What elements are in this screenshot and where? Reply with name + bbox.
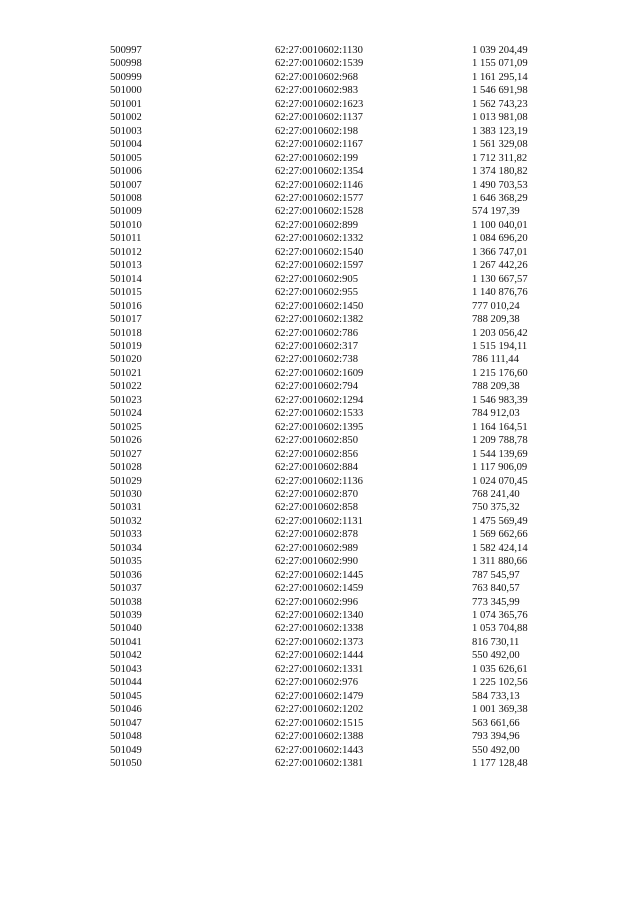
row-number-cell: 501009	[110, 206, 142, 218]
cadastral-value-cell: 1 383 123,19	[472, 125, 528, 137]
table-row	[110, 582, 562, 595]
cadastral-value-cell: 1 582 424,14	[472, 542, 528, 554]
table-row	[110, 555, 562, 568]
row-number-cell: 500997	[110, 45, 142, 56]
row-number-cell: 501038	[110, 596, 142, 608]
cadastral-number-cell: 62:27:0010602:858	[275, 502, 358, 514]
cadastral-value-cell: 787 545,97	[472, 569, 520, 581]
cadastral-number-cell: 62:27:0010602:1528	[275, 206, 364, 218]
row-number-cell: 501016	[110, 300, 142, 312]
table-row	[110, 448, 562, 461]
table-row	[110, 273, 562, 286]
table-row	[110, 165, 562, 178]
table-row	[110, 676, 562, 689]
table-row	[110, 622, 562, 635]
row-number-cell: 501014	[110, 273, 142, 285]
cadastral-number-cell: 62:27:0010602:1539	[275, 58, 364, 70]
cadastral-number-cell: 62:27:0010602:1146	[275, 179, 363, 191]
cadastral-number-cell: 62:27:0010602:1340	[275, 610, 364, 622]
row-number-cell: 501022	[110, 381, 142, 393]
cadastral-number-cell: 62:27:0010602:989	[275, 542, 358, 554]
cadastral-number-cell: 62:27:0010602:990	[275, 556, 358, 568]
row-number-cell: 500998	[110, 58, 142, 70]
row-number-cell: 501024	[110, 408, 142, 420]
table-row	[110, 179, 562, 192]
table-row	[110, 569, 562, 582]
cadastral-number-cell: 62:27:0010602:199	[275, 152, 358, 164]
cadastral-number-cell: 62:27:0010602:1373	[275, 636, 364, 648]
cadastral-number-cell: 62:27:0010602:317	[275, 340, 358, 352]
cadastral-value-cell: 1 215 176,60	[472, 367, 528, 379]
row-number-cell: 501034	[110, 542, 142, 554]
table-row	[110, 380, 562, 393]
cadastral-number-cell: 62:27:0010602:1294	[275, 394, 364, 406]
cadastral-number-cell: 62:27:0010602:1444	[275, 650, 364, 662]
cadastral-number-cell: 62:27:0010602:794	[275, 381, 358, 393]
cadastral-value-cell: 768 241,40	[472, 488, 520, 500]
cadastral-number-cell: 62:27:0010602:786	[275, 327, 358, 339]
cadastral-value-cell: 1 164 164,51	[472, 421, 528, 433]
row-number-cell: 501020	[110, 354, 142, 366]
cadastral-number-cell: 62:27:0010602:884	[275, 462, 358, 474]
table-row	[110, 84, 562, 97]
cadastral-number-cell: 62:27:0010602:1354	[275, 166, 364, 178]
cadastral-value-cell: 1 039 204,49	[472, 45, 528, 56]
row-number-cell: 501008	[110, 192, 142, 204]
cadastral-number-cell: 62:27:0010602:1332	[275, 233, 364, 245]
row-number-cell: 500999	[110, 71, 142, 83]
row-number-cell: 501004	[110, 139, 142, 151]
table-row	[110, 192, 562, 205]
cadastral-number-cell: 62:27:0010602:1338	[275, 623, 364, 635]
row-number-cell: 501001	[110, 98, 142, 110]
table-row	[110, 596, 562, 609]
row-number-cell: 501027	[110, 448, 142, 460]
cadastral-value-cell: 816 730,11	[472, 636, 520, 648]
row-number-cell: 501021	[110, 367, 142, 379]
cadastral-value-cell: 1 366 747,01	[472, 246, 528, 258]
cadastral-value-cell: 1 646 368,29	[472, 192, 528, 204]
cadastral-number-cell: 62:27:0010602:1445	[275, 569, 364, 581]
row-number-cell: 501023	[110, 394, 142, 406]
table-row	[110, 717, 562, 730]
table-row	[110, 246, 562, 259]
cadastral-value-cell: 750 375,32	[472, 502, 520, 514]
table-row	[110, 394, 562, 407]
table-row	[110, 286, 562, 299]
row-number-cell: 501045	[110, 690, 142, 702]
cadastral-value-cell: 1 100 040,01	[472, 219, 528, 231]
table-row	[110, 111, 562, 124]
cadastral-number-cell: 62:27:0010602:996	[275, 596, 358, 608]
cadastral-number-cell: 62:27:0010602:1131	[275, 515, 363, 527]
cadastral-number-cell: 62:27:0010602:1331	[275, 663, 364, 675]
table-row	[110, 313, 562, 326]
cadastral-value-cell: 1 013 981,08	[472, 112, 528, 124]
cadastral-number-cell: 62:27:0010602:870	[275, 488, 358, 500]
cadastral-number-cell: 62:27:0010602:738	[275, 354, 358, 366]
row-number-cell: 501012	[110, 246, 142, 258]
cadastral-number-cell: 62:27:0010602:1167	[275, 139, 363, 151]
cadastral-value-cell: 1 546 691,98	[472, 85, 528, 97]
table-row	[110, 461, 562, 474]
cadastral-value-cell: 1 177 128,48	[472, 758, 528, 770]
cadastral-number-cell: 62:27:0010602:1540	[275, 246, 364, 258]
row-number-cell: 501040	[110, 623, 142, 635]
table-row	[110, 71, 562, 84]
cadastral-value-cell: 786 111,44	[472, 354, 519, 366]
cadastral-value-cell: 1 203 056,42	[472, 327, 528, 339]
cadastral-value-cell: 1 374 180,82	[472, 166, 528, 178]
cadastral-value-cell: 584 733,13	[472, 690, 520, 702]
table-row	[110, 434, 562, 447]
cadastral-number-cell: 62:27:0010602:850	[275, 435, 358, 447]
cadastral-number-cell: 62:27:0010602:1137	[275, 112, 363, 124]
row-number-cell: 501039	[110, 610, 142, 622]
cadastral-value-cell: 788 209,38	[472, 314, 520, 326]
cadastral-value-cell: 763 840,57	[472, 583, 520, 595]
table-row	[110, 515, 562, 528]
cadastral-value-cell: 1 561 329,08	[472, 139, 528, 151]
cadastral-value-cell: 550 492,00	[472, 744, 520, 756]
cadastral-value-cell: 1 084 696,20	[472, 233, 528, 245]
row-number-cell: 501003	[110, 125, 142, 137]
cadastral-value-cell: 1 140 876,76	[472, 287, 528, 299]
cadastral-value-cell: 1 490 703,53	[472, 179, 528, 191]
cadastral-value-cell: 784 912,03	[472, 408, 520, 420]
row-number-cell: 501036	[110, 569, 142, 581]
row-number-cell: 501010	[110, 219, 142, 231]
cadastral-value-cell: 1 035 626,61	[472, 663, 528, 675]
table-row	[110, 690, 562, 703]
table-row	[110, 421, 562, 434]
table-row	[110, 98, 562, 111]
cadastral-number-cell: 62:27:0010602:905	[275, 273, 358, 285]
cadastral-number-cell: 62:27:0010602:1388	[275, 731, 364, 743]
cadastral-value-cell: 1 117 906,09	[472, 462, 528, 474]
row-number-cell: 501033	[110, 529, 142, 541]
row-number-cell: 501026	[110, 435, 142, 447]
cadastral-value-cell: 1 155 071,09	[472, 58, 528, 70]
table-row	[110, 475, 562, 488]
cadastral-number-cell: 62:27:0010602:1623	[275, 98, 364, 110]
cadastral-number-cell: 62:27:0010602:1136	[275, 475, 363, 487]
cadastral-value-cell: 563 661,66	[472, 717, 520, 729]
table-row	[110, 609, 562, 622]
row-number-cell: 501013	[110, 260, 142, 272]
table-row	[110, 757, 562, 770]
row-number-cell: 501007	[110, 179, 142, 191]
row-number-cell: 501000	[110, 85, 142, 97]
row-number-cell: 501017	[110, 314, 142, 326]
cadastral-number-cell: 62:27:0010602:1202	[275, 704, 364, 716]
row-number-cell: 501035	[110, 556, 142, 568]
cadastral-number-cell: 62:27:0010602:1450	[275, 300, 364, 312]
table-row	[110, 730, 562, 743]
cadastral-value-cell: 1 001 369,38	[472, 704, 528, 716]
cadastral-number-cell: 62:27:0010602:1443	[275, 744, 364, 756]
table-row	[110, 488, 562, 501]
cadastral-value-cell: 777 010,24	[472, 300, 520, 312]
row-number-cell: 501046	[110, 704, 142, 716]
table-row	[110, 340, 562, 353]
cadastral-value-cell: 788 209,38	[472, 381, 520, 393]
row-number-cell: 501029	[110, 475, 142, 487]
row-number-cell: 501048	[110, 731, 142, 743]
cadastral-value-table	[110, 44, 562, 770]
row-number-cell: 501015	[110, 287, 142, 299]
table-row	[110, 353, 562, 366]
cadastral-value-cell: 1 053 704,88	[472, 623, 528, 635]
row-number-cell: 501049	[110, 744, 142, 756]
cadastral-number-cell: 62:27:0010602:955	[275, 287, 358, 299]
row-number-cell: 501050	[110, 758, 142, 770]
table-row	[110, 501, 562, 514]
table-row	[110, 649, 562, 662]
cadastral-value-cell: 1 161 295,14	[472, 71, 528, 83]
row-number-cell: 501041	[110, 636, 142, 648]
row-number-cell: 501006	[110, 166, 142, 178]
cadastral-number-cell: 62:27:0010602:878	[275, 529, 358, 541]
cadastral-number-cell: 62:27:0010602:1382	[275, 314, 364, 326]
row-number-cell: 501011	[110, 233, 142, 245]
cadastral-number-cell: 62:27:0010602:1381	[275, 758, 364, 770]
table-row	[110, 300, 562, 313]
cadastral-value-cell: 773 345,99	[472, 596, 520, 608]
row-number-cell: 501005	[110, 152, 142, 164]
cadastral-value-cell: 793 394,96	[472, 731, 520, 743]
cadastral-value-cell: 1 267 442,26	[472, 260, 528, 272]
cadastral-value-cell: 550 492,00	[472, 650, 520, 662]
cadastral-number-cell: 62:27:0010602:976	[275, 677, 358, 689]
cadastral-number-cell: 62:27:0010602:1533	[275, 408, 364, 420]
cadastral-value-cell: 1 130 667,57	[472, 273, 528, 285]
row-number-cell: 501032	[110, 515, 142, 527]
row-number-cell: 501028	[110, 462, 142, 474]
cadastral-number-cell: 62:27:0010602:899	[275, 219, 358, 231]
table-row	[110, 367, 562, 380]
row-number-cell: 501030	[110, 488, 142, 500]
table-row	[110, 205, 562, 218]
table-body	[110, 44, 562, 770]
cadastral-value-cell: 1 209 788,78	[472, 435, 528, 447]
cadastral-value-cell: 1 024 070,45	[472, 475, 528, 487]
table-row	[110, 125, 562, 138]
table-row	[110, 152, 562, 165]
row-number-cell: 501037	[110, 583, 142, 595]
table-row	[110, 636, 562, 649]
table-row	[110, 138, 562, 151]
table-row	[110, 407, 562, 420]
table-row	[110, 542, 562, 555]
cadastral-value-cell: 1 475 569,49	[472, 515, 528, 527]
cadastral-number-cell: 62:27:0010602:983	[275, 85, 358, 97]
cadastral-value-cell: 1 515 194,11	[472, 340, 528, 352]
cadastral-value-cell: 1 544 139,69	[472, 448, 528, 460]
table-row	[110, 219, 562, 232]
table-row	[110, 327, 562, 340]
table-row	[110, 703, 562, 716]
cadastral-number-cell: 62:27:0010602:1459	[275, 583, 364, 595]
row-number-cell: 501018	[110, 327, 142, 339]
cadastral-number-cell: 62:27:0010602:856	[275, 448, 358, 460]
table-row	[110, 44, 562, 57]
cadastral-value-cell: 1 569 662,66	[472, 529, 528, 541]
cadastral-value-cell: 1 225 102,56	[472, 677, 528, 689]
cadastral-number-cell: 62:27:0010602:198	[275, 125, 358, 137]
cadastral-number-cell: 62:27:0010602:1609	[275, 367, 364, 379]
row-number-cell: 501002	[110, 112, 142, 124]
row-number-cell: 501019	[110, 340, 142, 352]
cadastral-value-cell: 1 074 365,76	[472, 610, 528, 622]
row-number-cell: 501025	[110, 421, 142, 433]
row-number-cell: 501043	[110, 663, 142, 675]
table-row	[110, 663, 562, 676]
cadastral-value-cell: 1 562 743,23	[472, 98, 528, 110]
row-number-cell: 501044	[110, 677, 142, 689]
cadastral-number-cell: 62:27:0010602:1597	[275, 260, 364, 272]
cadastral-number-cell: 62:27:0010602:1515	[275, 717, 364, 729]
row-number-cell: 501042	[110, 650, 142, 662]
cadastral-number-cell: 62:27:0010602:1130	[275, 45, 363, 56]
table-row	[110, 744, 562, 757]
row-number-cell: 501047	[110, 717, 142, 729]
cadastral-value-cell: 574 197,39	[472, 206, 520, 218]
cadastral-value-cell: 1 712 311,82	[472, 152, 528, 164]
table-row	[110, 259, 562, 272]
cadastral-number-cell: 62:27:0010602:1395	[275, 421, 364, 433]
cadastral-value-cell: 1 311 880,66	[472, 556, 528, 568]
table-row	[110, 57, 562, 70]
cadastral-number-cell: 62:27:0010602:1577	[275, 192, 364, 204]
cadastral-number-cell: 62:27:0010602:968	[275, 71, 358, 83]
row-number-cell: 501031	[110, 502, 142, 514]
cadastral-value-cell: 1 546 983,39	[472, 394, 528, 406]
table-row	[110, 232, 562, 245]
cadastral-number-cell: 62:27:0010602:1479	[275, 690, 364, 702]
table-row	[110, 528, 562, 541]
